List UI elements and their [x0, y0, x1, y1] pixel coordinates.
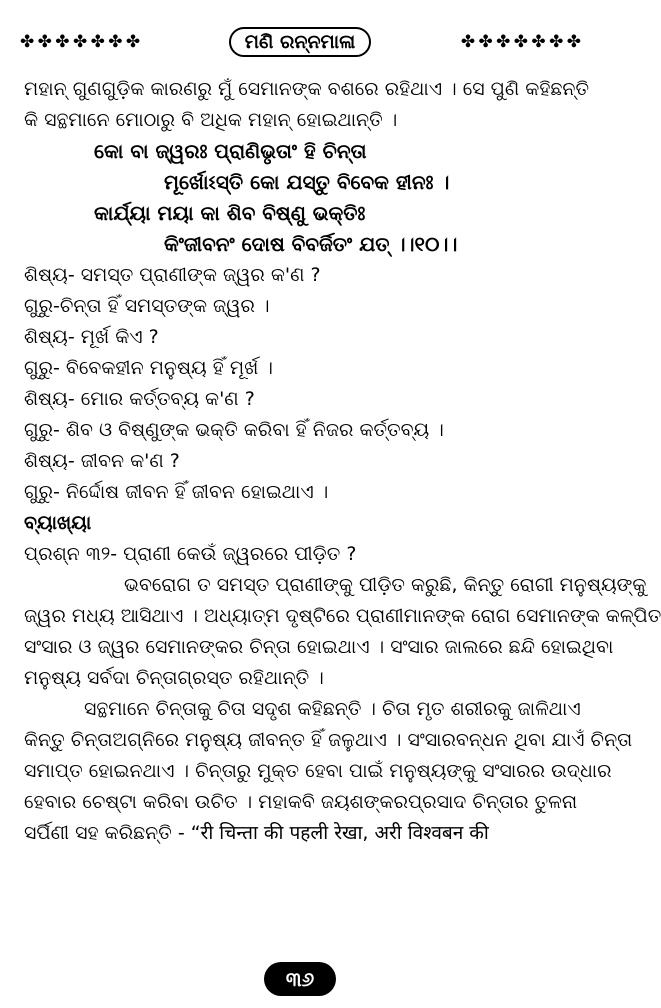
header-ornament-right: ✤ ✤ ✤ ✤ ✤ ✤ ✤	[460, 31, 580, 52]
dialogue-line: ଶିଷ୍ୟ- ସମସ୍ତ ପ୍ରାଣୀଙ୍କ ଜ୍ୱର କ'ଣ ?	[24, 264, 321, 286]
running-title: ମଣି ରନ୍ନମାଳା	[229, 27, 371, 57]
paragraph-line: ସନ୍ଥମାନେ ଚିନ୍ତାକୁ ଚିତା ସଦୃଶ କହିଛନ୍ତି । ଚିତା ମୃତ ଶରୀରକୁ ଜାଳିଥାଏ	[84, 698, 581, 720]
text-line: ମହାନ୍ ଗୁଣଗୁଡ଼ିକ କାରଣରୁ ମୁଁ ସେମାନଙ୍କ ବଶରେ ରହିଥାଏ । ସେ ପୁଣି କହିଛନ୍ତି	[24, 78, 590, 100]
page-number: ୩୬	[264, 962, 336, 996]
paragraph-line: କିନ୍ତୁ ଚିନ୍ତାଅଗ୍ନିରେ ମନୁଷ୍ୟ ଜୀବନ୍ତ ହିଁ ଜଳୁଥାଏ । ସଂସାରବନ୍ଧନ ଥିବା ଯାଏଁ ଚିନ୍ତା	[24, 729, 633, 751]
page-body	[24, 74, 661, 849]
verse-line: କିଂଜୀବନଂ ଦୋଷ ବିବର୍ଜିତଂ ଯତ୍ ।।୧୦।।	[164, 232, 458, 256]
section-heading: ବ୍ୟାଖ୍ୟା	[24, 512, 92, 534]
verse-line: କୋ ବା ଜ୍ୱରଃ ପ୍ରାଣିଭୃତାଂ ହି ଚିନ୍ତା	[94, 139, 367, 163]
dialogue-line: ଶିଷ୍ୟ- ମୋର କର୍ତ୍ତବ୍ୟ କ'ଣ ?	[24, 388, 255, 410]
dialogue-line: ଶିଷ୍ୟ- ମୂର୍ଖ କିଏ ?	[24, 326, 159, 348]
dialogue-line: ଗୁରୁ- ବିବେକହୀନ ମନୁଷ୍ୟ ହିଁ ମୂର୍ଖ ।	[24, 357, 273, 379]
paragraph-line: ସମାପ୍ତ ହୋଇନଥାଏ । ଚିନ୍ତାରୁ ମୁକ୍ତ ହେବା ପାଇଁ ମନୁଷ୍ୟଙ୍କୁ ସଂସାରର ଉଦ୍ଧାର	[24, 760, 612, 782]
paragraph-line: ସଂସାର ଓ ଜ୍ୱର ସେମାନଙ୍କର ଚିନ୍ତା ହୋଇଥାଏ । ସଂସାର ଜାଲରେ ଛନ୍ଦି ହୋଇଥିବା	[24, 636, 614, 658]
page-footer	[0, 962, 600, 996]
verse-line: କାର୍ଯ୍ୟା ମୟା କା ଶିବ ବିଷ୍ଣୁ ଭକ୍ତିଃ	[94, 201, 366, 225]
paragraph-line: ମନୁଷ୍ୟ ସର୍ବଦା ଚିନ୍ତାଗ୍ରସ୍ତ ରହିଥାନ୍ତି ।	[24, 667, 324, 689]
verse-line: ମୂର୍ଖୋଽସ୍ତି କୋ ଯସ୍ତୁ ବିବେକ ହୀନଃ ।	[164, 170, 450, 194]
header-ornament-left: ✤ ✤ ✤ ✤ ✤ ✤ ✤	[20, 31, 140, 52]
text-line: କି ସନ୍ଥମାନେ ମୋଠାରୁ ବି ଅଧିକ ମହାନ୍ ହୋଇଥାନ୍ତି ।	[24, 109, 398, 131]
dialogue-line: ଗୁରୁ-ଚିନ୍ତା ହିଁ ସମସ୍ତଙ୍କ ଜ୍ୱର ।	[24, 295, 270, 317]
dialogue-line: ଗୁରୁ- ଶିବ ଓ ବିଷ୍ଣୁଙ୍କ ଭକ୍ତି କରିବା ହିଁ ନିଜର କର୍ତ୍ତବ୍ୟ ।	[24, 419, 444, 441]
paragraph-line: ହେବାର ଚେଷ୍ଟା କରିବା ଉଚିତ । ମହାକବି ଜୟଶଙ୍କରପ୍ରସାଦ ଚିନ୍ତାର ତୁଳନା	[24, 791, 578, 813]
paragraph-line: ଜ୍ୱର ମଧ୍ୟ ଆସିଥାଏ । ଅଧ୍ୟାତ୍ମ ଦୃଷ୍ଟିରେ ପ୍ରାଣୀମାନଙ୍କ ରୋଗ ସେମାନଙ୍କ କଳ୍ପିତ	[24, 605, 661, 627]
dialogue-line: ଶିଷ୍ୟ- ଜୀବନ କ'ଣ ?	[24, 450, 180, 472]
dialogue-line: ଗୁରୁ- ନିର୍ଦ୍ଦୋଷ ଜୀବନ ହିଁ ଜୀବନ ହୋଇଥାଏ ।	[24, 481, 329, 503]
question-line: ପ୍ରଶ୍ନ ୩୨- ପ୍ରାଣୀ କେଉଁ ଜ୍ୱରରେ ପୀଡ଼ିତ ?	[24, 543, 357, 565]
page-header	[20, 24, 580, 60]
paragraph-line: ଭବରୋଗ ତ ସମସ୍ତ ପ୍ରାଣୀଙ୍କୁ ପୀଡ଼ିତ କରୁଛି, କିନ୍ତୁ ରୋଗୀ ମନୁଷ୍ୟଙ୍କୁ	[124, 574, 647, 596]
paragraph-line: ସର୍ପିଣୀ ସହ କରିଛନ୍ତି - “री चिन्ता की पहली रेखा, अरी विश्‍वबन की	[24, 822, 489, 844]
